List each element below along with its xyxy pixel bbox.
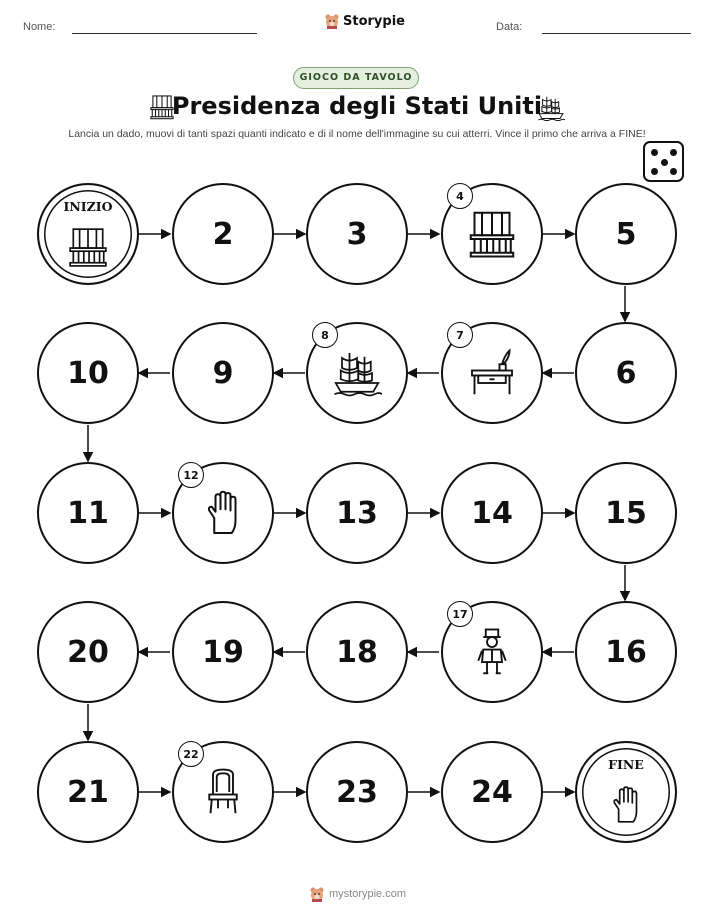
space-number: 3 xyxy=(346,216,368,252)
name-label: Nome: xyxy=(23,21,56,33)
space-number: 21 xyxy=(67,774,109,810)
space-number-badge: 17 xyxy=(447,601,473,627)
date-label: Data: xyxy=(496,21,523,33)
desk-quill-icon xyxy=(467,348,517,398)
space-number: 16 xyxy=(605,634,647,670)
space-number-badge: 7 xyxy=(447,322,473,348)
board-space-picture xyxy=(441,183,543,285)
board-space xyxy=(172,601,274,703)
space-number: 18 xyxy=(336,634,378,670)
board-space xyxy=(575,322,677,424)
soldier-icon xyxy=(467,627,517,677)
page-title: Presidenza degli Stati Uniti xyxy=(171,92,543,120)
space-number: 19 xyxy=(202,634,244,670)
space-number-badge: 22 xyxy=(178,741,204,767)
board-space xyxy=(441,462,543,564)
board-space xyxy=(575,183,677,285)
board-space xyxy=(37,741,139,843)
balcony-icon xyxy=(67,226,109,268)
finish-label: FINE xyxy=(608,757,644,772)
space-number: 20 xyxy=(67,634,109,670)
space-number-badge: 4 xyxy=(447,183,473,209)
space-number: 6 xyxy=(615,355,637,391)
board-space-picture xyxy=(306,322,408,424)
space-number: 10 xyxy=(67,355,109,391)
space-number: 5 xyxy=(615,216,637,252)
board-space xyxy=(306,183,408,285)
board-space xyxy=(441,741,543,843)
board-space xyxy=(37,462,139,564)
space-number: 15 xyxy=(605,495,647,531)
space-number-badge: 12 xyxy=(178,462,204,488)
footer-link[interactable]: mystorypie.com xyxy=(329,888,407,900)
board-space-picture xyxy=(172,741,274,843)
board-space-picture xyxy=(441,322,543,424)
sailing-ship-icon xyxy=(332,348,382,398)
space-number: 11 xyxy=(67,495,109,531)
balcony-icon xyxy=(467,209,517,259)
space-number: 9 xyxy=(212,355,234,391)
start-label: INIZIO xyxy=(63,199,113,214)
raised-hand-icon xyxy=(605,784,647,826)
space-number: 2 xyxy=(212,216,234,252)
board-space xyxy=(172,322,274,424)
board-space xyxy=(37,601,139,703)
space-number: 24 xyxy=(471,774,513,810)
space-number-badge: 8 xyxy=(312,322,338,348)
board-space-picture xyxy=(441,601,543,703)
board-space xyxy=(306,601,408,703)
board-space-start xyxy=(37,183,139,285)
footer xyxy=(309,886,406,902)
bear-mascot-icon xyxy=(309,886,325,902)
raised-hand-icon xyxy=(198,488,248,538)
board-space xyxy=(306,462,408,564)
instructions: Lancia un dado, muovi di tanti spazi quanti indicato e di il nome dell'immagine su cui atterri. Vince il primo che arriva a FINE! xyxy=(68,128,646,140)
board-space-finish xyxy=(575,741,677,843)
space-number: 13 xyxy=(336,495,378,531)
game-type-badge: GIOCO DA TAVOLO xyxy=(293,67,419,89)
space-number: 23 xyxy=(336,774,378,810)
board-space xyxy=(306,741,408,843)
brand-name: Storypie xyxy=(343,13,405,29)
board-space xyxy=(172,183,274,285)
chair-icon xyxy=(198,767,248,817)
board-space xyxy=(575,601,677,703)
space-number: 14 xyxy=(471,495,513,531)
board-space xyxy=(575,462,677,564)
board-space-picture xyxy=(172,462,274,564)
board-space xyxy=(37,322,139,424)
